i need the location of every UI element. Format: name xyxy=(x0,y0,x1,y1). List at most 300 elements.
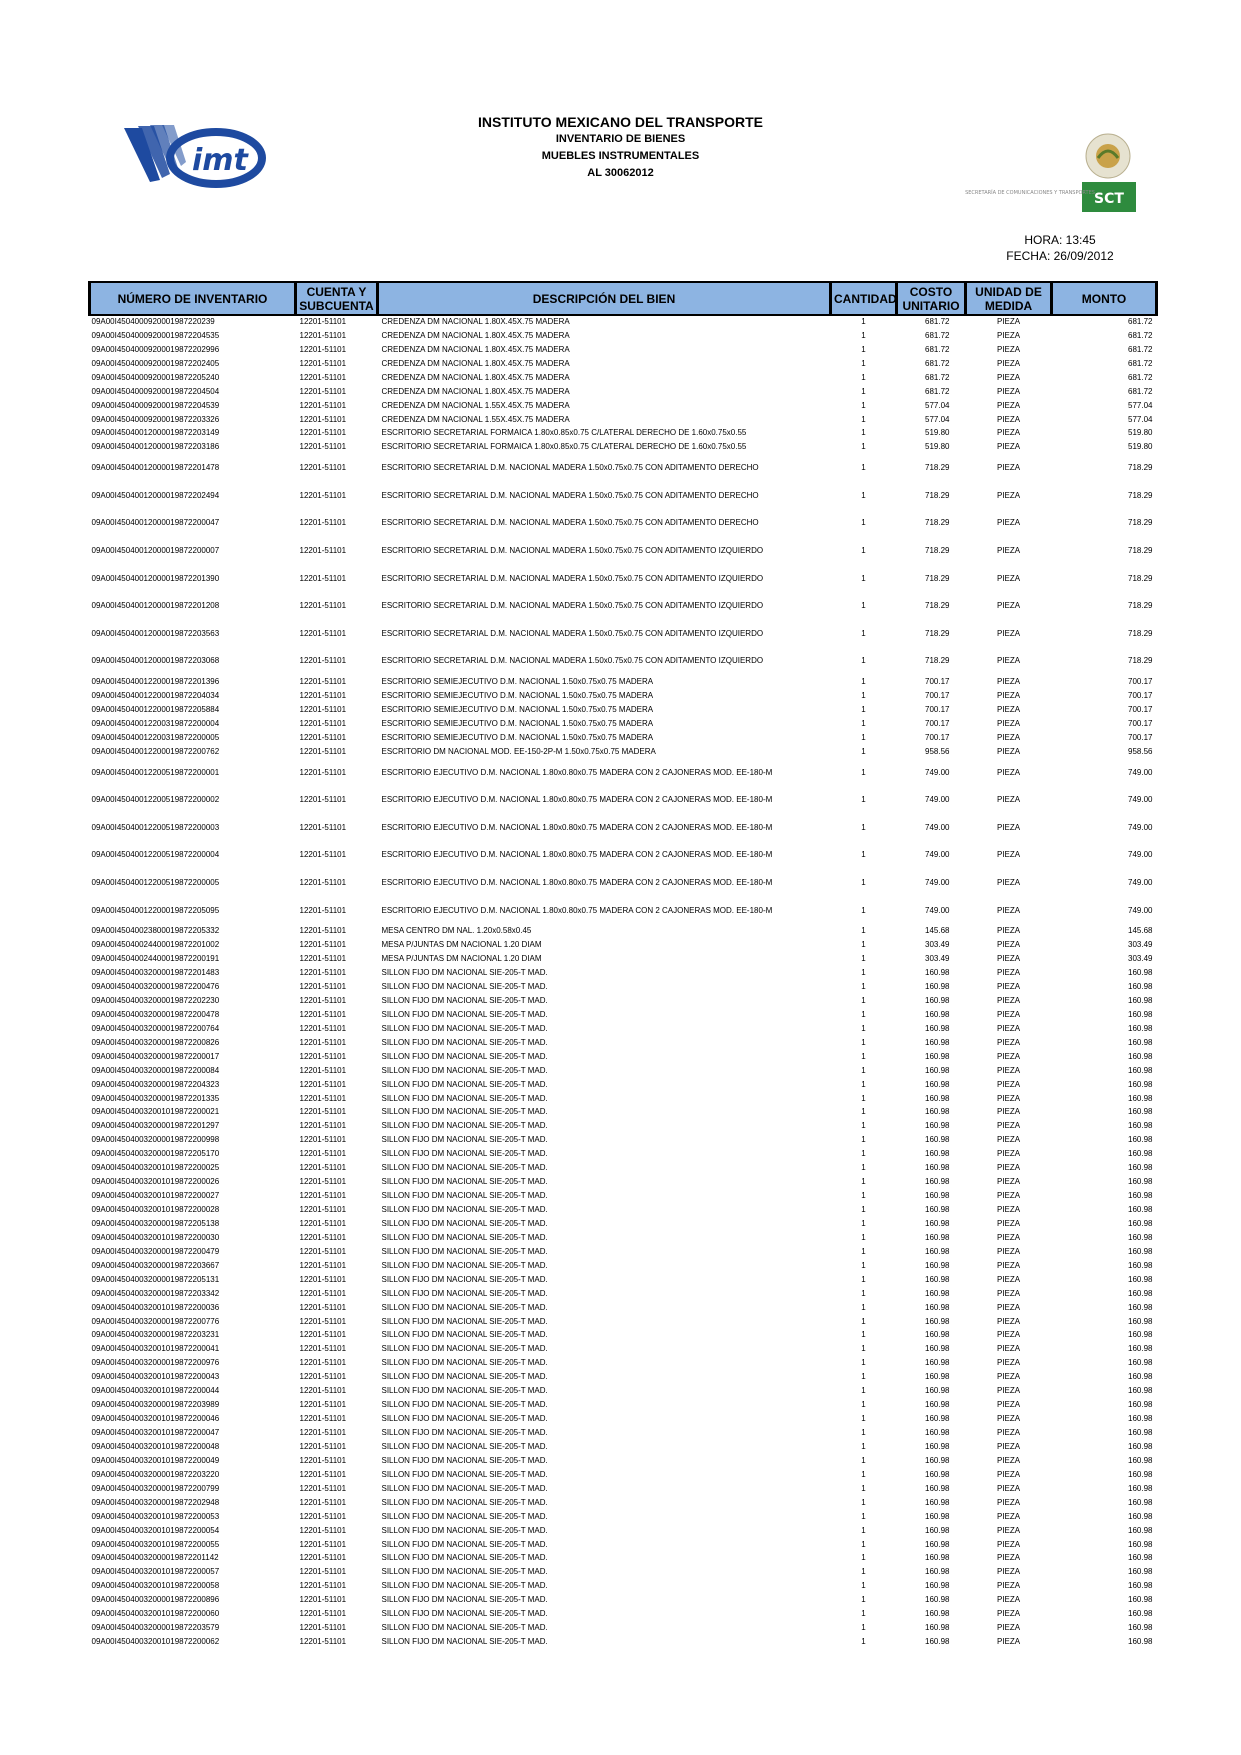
cell-costo: 160.98 xyxy=(925,1553,950,1563)
cell-inventario: 09A00I45040032000019872201142 xyxy=(91,1553,219,1563)
cell-cuenta: 12201-51101 xyxy=(299,386,347,396)
cell-unidad: PIEZA xyxy=(996,954,1021,964)
table-row xyxy=(90,329,1157,343)
cell-costo: 160.98 xyxy=(925,1302,950,1312)
cell-unidad: PIEZA xyxy=(996,926,1021,936)
table-row xyxy=(90,1203,1157,1217)
cell-descripcion: SILLON FIJO DM NACIONAL SIE-205-T MAD. xyxy=(381,1205,548,1215)
cell-monto: 718.29 xyxy=(1128,545,1153,555)
cell-inventario: 09A00I45040012200519872200004 xyxy=(91,850,220,860)
cell-cuenta: 12201-51101 xyxy=(299,1288,347,1298)
cell-monto: 718.29 xyxy=(1128,656,1153,666)
cell-descripcion: SILLON FIJO DM NACIONAL SIE-205-T MAD. xyxy=(381,995,548,1005)
table-row xyxy=(90,1050,1157,1064)
cell-costo: 160.98 xyxy=(925,1372,950,1382)
table-row xyxy=(90,1287,1157,1301)
cell-costo: 718.29 xyxy=(925,573,950,583)
cell-cantidad: 1 xyxy=(861,1372,866,1382)
cell-inventario: 09A00I45040009200019872205240 xyxy=(91,372,220,382)
table-row xyxy=(90,703,1157,717)
cell-costo: 749.00 xyxy=(925,905,950,915)
cell-cuenta: 12201-51101 xyxy=(299,490,347,500)
table-row xyxy=(90,1342,1157,1356)
cell-descripcion: SILLON FIJO DM NACIONAL SIE-205-T MAD. xyxy=(381,1177,548,1187)
table-row xyxy=(90,731,1157,745)
cell-cuenta: 12201-51101 xyxy=(299,1135,347,1145)
cell-cantidad: 1 xyxy=(861,1163,866,1173)
cell-inventario: 09A00I45040009200019872202996 xyxy=(91,344,220,354)
cell-unidad: PIEZA xyxy=(996,656,1021,666)
cell-cantidad: 1 xyxy=(861,330,866,340)
table-row xyxy=(90,1092,1157,1106)
cell-inventario: 09A00I45040009200019872202405 xyxy=(91,358,220,368)
table-row xyxy=(90,1231,1157,1245)
cell-costo: 718.29 xyxy=(925,545,950,555)
cell-cuenta: 12201-51101 xyxy=(299,1386,347,1396)
table-row xyxy=(90,689,1157,703)
cell-cantidad: 1 xyxy=(861,573,866,583)
cell-cuenta: 12201-51101 xyxy=(299,746,347,756)
cell-costo: 160.98 xyxy=(925,1330,950,1340)
cell-descripcion: SILLON FIJO DM NACIONAL SIE-205-T MAD. xyxy=(381,1637,548,1647)
cell-cantidad: 1 xyxy=(861,1205,866,1215)
cell-costo: 681.72 xyxy=(925,372,950,382)
table-row xyxy=(90,1133,1157,1147)
cell-unidad: PIEZA xyxy=(996,995,1021,1005)
cell-cantidad: 1 xyxy=(861,1553,866,1563)
cell-cantidad: 1 xyxy=(861,1316,866,1326)
cell-descripcion: SILLON FIJO DM NACIONAL SIE-205-T MAD. xyxy=(381,1553,548,1563)
cell-unidad: PIEZA xyxy=(996,1260,1021,1270)
cell-inventario: 09A00I45040012200019872204034 xyxy=(91,691,220,701)
cell-monto: 958.56 xyxy=(1128,746,1153,756)
cell-cuenta: 12201-51101 xyxy=(299,1330,347,1340)
cell-inventario: 09A00I45040032000019872205170 xyxy=(91,1149,220,1159)
cell-unidad: PIEZA xyxy=(996,1051,1021,1061)
cell-inventario: 09A00I45040032000019872204323 xyxy=(91,1079,220,1089)
cell-monto: 160.98 xyxy=(1128,1288,1153,1298)
table-row xyxy=(90,675,1157,689)
cell-cantidad: 1 xyxy=(861,1539,866,1549)
cell-costo: 160.98 xyxy=(925,1637,950,1647)
cell-costo: 160.98 xyxy=(925,1344,950,1354)
cell-inventario: 09A00I45040032001019872200060 xyxy=(91,1609,220,1619)
imt-logo-text: imt xyxy=(192,143,248,178)
cell-cuenta: 12201-51101 xyxy=(299,428,347,438)
cell-inventario: 09A00I45040012000019872203068 xyxy=(91,656,220,666)
cell-inventario: 09A00I45040032001019872200026 xyxy=(91,1177,220,1187)
cell-unidad: PIEZA xyxy=(996,1428,1021,1438)
cell-cantidad: 1 xyxy=(861,1595,866,1605)
cell-monto: 749.00 xyxy=(1128,795,1153,805)
cell-monto: 160.98 xyxy=(1128,1149,1153,1159)
cell-monto: 160.98 xyxy=(1128,1511,1153,1521)
institution-title: INSTITUTO MEXICANO DEL TRANSPORTE xyxy=(478,114,763,130)
cell-monto: 160.98 xyxy=(1128,1455,1153,1465)
cell-costo: 160.98 xyxy=(925,1483,950,1493)
cell-descripcion: ESCRITORIO EJECUTIVO D.M. NACIONAL 1.80x0.80x0.75 MADERA CON 2 CAJONERAS MOD. EE-180-M xyxy=(381,767,773,777)
cell-unidad: PIEZA xyxy=(996,718,1021,728)
table-row xyxy=(90,759,1157,787)
cell-cantidad: 1 xyxy=(861,344,866,354)
cell-cuenta: 12201-51101 xyxy=(299,1079,347,1089)
cell-cuenta: 12201-51101 xyxy=(299,1539,347,1549)
table-row xyxy=(90,385,1157,399)
cell-costo: 160.98 xyxy=(925,1051,950,1061)
table-row xyxy=(90,1064,1157,1078)
table-row xyxy=(90,1301,1157,1315)
cell-descripcion: ESCRITORIO SEMIEJECUTIVO D.M. NACIONAL 1.50x0.75x0.75 MADERA xyxy=(381,704,654,714)
cell-unidad: PIEZA xyxy=(996,1274,1021,1284)
table-row xyxy=(90,620,1157,648)
table-row xyxy=(90,1315,1157,1329)
sct-logo xyxy=(965,128,1140,214)
cell-descripcion: SILLON FIJO DM NACIONAL SIE-205-T MAD. xyxy=(381,1037,548,1047)
cell-cuenta: 12201-51101 xyxy=(299,1553,347,1563)
cell-descripcion: SILLON FIJO DM NACIONAL SIE-205-T MAD. xyxy=(381,1511,548,1521)
table-row xyxy=(90,565,1157,593)
cell-cantidad: 1 xyxy=(861,1191,866,1201)
table-row xyxy=(90,1510,1157,1524)
cell-cuenta: 12201-51101 xyxy=(299,1372,347,1382)
cell-monto: 160.98 xyxy=(1128,1218,1153,1228)
cell-cantidad: 1 xyxy=(861,545,866,555)
table-row xyxy=(90,1524,1157,1538)
cell-costo: 160.98 xyxy=(925,1232,950,1242)
cell-unidad: PIEZA xyxy=(996,1637,1021,1647)
cell-inventario: 09A00I45040032000019872201483 xyxy=(91,968,220,978)
cell-cantidad: 1 xyxy=(861,926,866,936)
cell-inventario: 09A00I45040009200019872204504 xyxy=(91,386,220,396)
cell-unidad: PIEZA xyxy=(996,732,1021,742)
cell-cuenta: 12201-51101 xyxy=(299,1023,347,1033)
cell-descripcion: SILLON FIJO DM NACIONAL SIE-205-T MAD. xyxy=(381,1218,548,1228)
cell-monto: 718.29 xyxy=(1128,601,1153,611)
cell-monto: 718.29 xyxy=(1128,490,1153,500)
cell-monto: 160.98 xyxy=(1128,1023,1153,1033)
col-header-inventario: NÚMERO DE INVENTARIO xyxy=(90,282,296,315)
table-row xyxy=(90,1552,1157,1566)
cell-costo: 718.29 xyxy=(925,518,950,528)
cell-monto: 160.98 xyxy=(1128,1539,1153,1549)
cell-costo: 160.98 xyxy=(925,1497,950,1507)
cell-costo: 160.98 xyxy=(925,1316,950,1326)
cell-descripcion: SILLON FIJO DM NACIONAL SIE-205-T MAD. xyxy=(381,982,548,992)
cell-costo: 303.49 xyxy=(925,954,950,964)
cell-inventario: 09A00I45040012200019872200762 xyxy=(91,746,220,756)
cell-costo: 160.98 xyxy=(925,1428,950,1438)
cell-cuenta: 12201-51101 xyxy=(299,1595,347,1605)
table-row xyxy=(90,897,1157,925)
cell-inventario: 09A00I45040024400019872201002 xyxy=(91,940,220,950)
cell-unidad: PIEZA xyxy=(996,1469,1021,1479)
col-header-unidad: UNIDAD DE MEDIDA xyxy=(966,282,1052,315)
cell-cantidad: 1 xyxy=(861,1623,866,1633)
cell-cuenta: 12201-51101 xyxy=(299,317,347,327)
cell-costo: 160.98 xyxy=(925,1441,950,1451)
cell-cuenta: 12201-51101 xyxy=(299,1581,347,1591)
cell-cuenta: 12201-51101 xyxy=(299,940,347,950)
cell-inventario: 09A00I45040032001019872200044 xyxy=(91,1386,220,1396)
cell-inventario: 09A00I45040012200519872200002 xyxy=(91,795,220,805)
cell-inventario: 09A00I45040032000019872203667 xyxy=(91,1260,220,1270)
cell-cuenta: 12201-51101 xyxy=(299,1093,347,1103)
cell-monto: 749.00 xyxy=(1128,822,1153,832)
table-row xyxy=(90,924,1157,938)
cell-cuenta: 12201-51101 xyxy=(299,1037,347,1047)
cell-inventario: 09A00I4504000920001987220239 xyxy=(91,317,215,327)
table-row xyxy=(90,1217,1157,1231)
cell-inventario: 09A00I45040032000019872201335 xyxy=(91,1093,220,1103)
table-row xyxy=(90,1147,1157,1161)
cell-descripcion: SILLON FIJO DM NACIONAL SIE-205-T MAD. xyxy=(381,1567,548,1577)
cell-cuenta: 12201-51101 xyxy=(299,905,347,915)
cell-unidad: PIEZA xyxy=(996,358,1021,368)
cell-cuenta: 12201-51101 xyxy=(299,732,347,742)
cell-unidad: PIEZA xyxy=(996,1372,1021,1382)
table-row xyxy=(90,1356,1157,1370)
cell-monto: 749.00 xyxy=(1128,850,1153,860)
cell-unidad: PIEZA xyxy=(996,677,1021,687)
cell-cantidad: 1 xyxy=(861,1023,866,1033)
cell-cuenta: 12201-51101 xyxy=(299,1107,347,1117)
cell-cuenta: 12201-51101 xyxy=(299,372,347,382)
cell-costo: 160.98 xyxy=(925,1567,950,1577)
cell-descripcion: SILLON FIJO DM NACIONAL SIE-205-T MAD. xyxy=(381,1441,548,1451)
cell-inventario: 09A00I45040032000019872200017 xyxy=(91,1051,220,1061)
cell-monto: 160.98 xyxy=(1128,1051,1153,1061)
table-row xyxy=(90,371,1157,385)
cell-descripcion: SILLON FIJO DM NACIONAL SIE-205-T MAD. xyxy=(381,1344,548,1354)
cell-monto: 519.80 xyxy=(1128,442,1153,452)
cell-monto: 160.98 xyxy=(1128,1469,1153,1479)
cell-inventario: 09A00I45040032000019872200476 xyxy=(91,982,220,992)
cell-monto: 160.98 xyxy=(1128,1483,1153,1493)
cell-cantidad: 1 xyxy=(861,1009,866,1019)
cell-inventario: 09A00I45040032001019872200055 xyxy=(91,1539,220,1549)
table-row xyxy=(90,440,1157,454)
cell-inventario: 09A00I45040012200019872201396 xyxy=(91,677,220,687)
cell-inventario: 09A00I45040032001019872200053 xyxy=(91,1511,220,1521)
cell-cantidad: 1 xyxy=(861,795,866,805)
cell-costo: 160.98 xyxy=(925,1079,950,1089)
cell-cantidad: 1 xyxy=(861,1400,866,1410)
cell-costo: 700.17 xyxy=(925,732,950,742)
cell-costo: 577.04 xyxy=(925,400,950,410)
table-row xyxy=(90,994,1157,1008)
cell-costo: 160.98 xyxy=(925,1093,950,1103)
cell-unidad: PIEZA xyxy=(996,1483,1021,1493)
cell-descripcion: SILLON FIJO DM NACIONAL SIE-205-T MAD. xyxy=(381,1051,548,1061)
cell-unidad: PIEZA xyxy=(996,1595,1021,1605)
cell-cuenta: 12201-51101 xyxy=(299,358,347,368)
cell-descripcion: ESCRITORIO SEMIEJECUTIVO D.M. NACIONAL 1.50x0.75x0.75 MADERA xyxy=(381,677,654,687)
cell-inventario: 09A00I45040012000019872203563 xyxy=(91,628,220,638)
cell-costo: 160.98 xyxy=(925,1274,950,1284)
cell-descripcion: ESCRITORIO SECRETARIAL D.M. NACIONAL MADERA 1.50x0.75x0.75 CON ADITAMENTO DERECHO xyxy=(381,490,759,500)
cell-costo: 160.98 xyxy=(925,1386,950,1396)
table-row xyxy=(90,343,1157,357)
cell-monto: 718.29 xyxy=(1128,628,1153,638)
table-row xyxy=(90,1119,1157,1133)
cell-unidad: PIEZA xyxy=(996,1414,1021,1424)
table-row xyxy=(90,648,1157,676)
cell-cantidad: 1 xyxy=(861,968,866,978)
cell-descripcion: ESCRITORIO EJECUTIVO D.M. NACIONAL 1.80x0.80x0.75 MADERA CON 2 CAJONERAS MOD. EE-180-M xyxy=(381,905,773,915)
cell-costo: 718.29 xyxy=(925,463,950,473)
col-header-cuenta: CUENTA Y SUBCUENTA xyxy=(296,282,378,315)
cell-inventario: 09A00I45040032000019872201297 xyxy=(91,1121,220,1131)
cell-descripcion: SILLON FIJO DM NACIONAL SIE-205-T MAD. xyxy=(381,1107,548,1117)
cell-cuenta: 12201-51101 xyxy=(299,1121,347,1131)
cell-inventario: 09A00I45040032001019872200046 xyxy=(91,1414,220,1424)
cell-descripcion: ESCRITORIO SEMIEJECUTIVO D.M. NACIONAL 1.50x0.75x0.75 MADERA xyxy=(381,732,654,742)
table-row xyxy=(90,1329,1157,1343)
cell-monto: 160.98 xyxy=(1128,1637,1153,1647)
cell-descripcion: ESCRITORIO SECRETARIAL D.M. NACIONAL MADERA 1.50x0.75x0.75 CON ADITAMENTO IZQUIERDO xyxy=(381,573,764,583)
cell-cuenta: 12201-51101 xyxy=(299,1191,347,1201)
cell-cantidad: 1 xyxy=(861,1121,866,1131)
cell-unidad: PIEZA xyxy=(996,968,1021,978)
cell-inventario: 09A00I45040012200519872200005 xyxy=(91,877,220,887)
cell-monto: 160.98 xyxy=(1128,1567,1153,1577)
cell-descripcion: SILLON FIJO DM NACIONAL SIE-205-T MAD. xyxy=(381,1149,548,1159)
cell-monto: 303.49 xyxy=(1128,940,1153,950)
cell-cantidad: 1 xyxy=(861,358,866,368)
cell-unidad: PIEZA xyxy=(996,1302,1021,1312)
cell-cuenta: 12201-51101 xyxy=(299,518,347,528)
cell-cuenta: 12201-51101 xyxy=(299,414,347,424)
cell-unidad: PIEZA xyxy=(996,1065,1021,1075)
cell-cantidad: 1 xyxy=(861,1274,866,1284)
cell-unidad: PIEZA xyxy=(996,1581,1021,1591)
cell-cantidad: 1 xyxy=(861,463,866,473)
cell-cuenta: 12201-51101 xyxy=(299,1260,347,1270)
cell-monto: 160.98 xyxy=(1128,982,1153,992)
cell-descripcion: SILLON FIJO DM NACIONAL SIE-205-T MAD. xyxy=(381,968,548,978)
cell-unidad: PIEZA xyxy=(996,1009,1021,1019)
cell-inventario: 09A00I45040032001019872200041 xyxy=(91,1344,220,1354)
cell-unidad: PIEZA xyxy=(996,940,1021,950)
table-row xyxy=(90,1496,1157,1510)
cell-inventario: 09A00I45040032000019872202230 xyxy=(91,995,220,1005)
cell-costo: 160.98 xyxy=(925,1191,950,1201)
cell-cuenta: 12201-51101 xyxy=(299,1609,347,1619)
cell-inventario: 09A00I45040012200019872205095 xyxy=(91,905,220,915)
cell-monto: 303.49 xyxy=(1128,954,1153,964)
cell-inventario: 09A00I45040012000019872201390 xyxy=(91,573,220,583)
cell-costo: 749.00 xyxy=(925,767,950,777)
table-row xyxy=(90,1565,1157,1579)
cell-unidad: PIEZA xyxy=(996,1567,1021,1577)
cell-cantidad: 1 xyxy=(861,1469,866,1479)
cell-cantidad: 1 xyxy=(861,1079,866,1089)
cell-cantidad: 1 xyxy=(861,1637,866,1647)
cell-costo: 160.98 xyxy=(925,1511,950,1521)
cell-monto: 718.29 xyxy=(1128,463,1153,473)
cell-unidad: PIEZA xyxy=(996,1177,1021,1187)
cell-unidad: PIEZA xyxy=(996,1358,1021,1368)
cell-cuenta: 12201-51101 xyxy=(299,1274,347,1284)
cell-cantidad: 1 xyxy=(861,1135,866,1145)
table-row xyxy=(90,1635,1157,1649)
cell-costo: 749.00 xyxy=(925,877,950,887)
cell-cantidad: 1 xyxy=(861,746,866,756)
cell-cuenta: 12201-51101 xyxy=(299,573,347,583)
print-date: FECHA: 26/09/2012 xyxy=(1006,249,1114,263)
cell-cuenta: 12201-51101 xyxy=(299,1205,347,1215)
cell-cuenta: 12201-51101 xyxy=(299,1246,347,1256)
print-meta xyxy=(1000,232,1120,264)
cell-cuenta: 12201-51101 xyxy=(299,1302,347,1312)
table-row xyxy=(90,454,1157,482)
cell-unidad: PIEZA xyxy=(996,691,1021,701)
cell-cuenta: 12201-51101 xyxy=(299,1469,347,1479)
table-row xyxy=(90,1426,1157,1440)
cell-cuenta: 12201-51101 xyxy=(299,545,347,555)
cell-costo: 160.98 xyxy=(925,1260,950,1270)
cell-inventario: 09A00I45040032000019872200826 xyxy=(91,1037,220,1047)
cell-descripcion: SILLON FIJO DM NACIONAL SIE-205-T MAD. xyxy=(381,1163,548,1173)
cell-monto: 160.98 xyxy=(1128,1553,1153,1563)
cell-cuenta: 12201-51101 xyxy=(299,850,347,860)
cell-cuenta: 12201-51101 xyxy=(299,704,347,714)
cell-cuenta: 12201-51101 xyxy=(299,982,347,992)
cell-inventario: 09A00I45040012200519872200003 xyxy=(91,822,220,832)
table-row xyxy=(90,938,1157,952)
cell-descripcion: CREDENZA DM NACIONAL 1.55X.45X.75 MADERA xyxy=(381,414,570,424)
table-row xyxy=(90,1022,1157,1036)
sct-caption: SECRETARÍA DE COMUNICACIONES Y TRANSPORTES xyxy=(965,190,1095,196)
cell-cuenta: 12201-51101 xyxy=(299,877,347,887)
cell-unidad: PIEZA xyxy=(996,1288,1021,1298)
sct-badge-text: SCT xyxy=(1094,191,1124,207)
cell-cuenta: 12201-51101 xyxy=(299,1637,347,1647)
cell-cantidad: 1 xyxy=(861,1428,866,1438)
table-row xyxy=(90,1245,1157,1259)
cell-unidad: PIEZA xyxy=(996,1553,1021,1563)
cell-unidad: PIEZA xyxy=(996,330,1021,340)
cell-unidad: PIEZA xyxy=(996,905,1021,915)
cell-inventario: 09A00I45040032000019872203579 xyxy=(91,1623,220,1633)
cell-monto: 160.98 xyxy=(1128,1400,1153,1410)
cell-cantidad: 1 xyxy=(861,877,866,887)
cell-descripcion: SILLON FIJO DM NACIONAL SIE-205-T MAD. xyxy=(381,1302,548,1312)
cell-inventario: 09A00I45040012200019872205884 xyxy=(91,704,220,714)
cell-descripcion: CREDENZA DM NACIONAL 1.80X.45X.75 MADERA xyxy=(381,344,570,354)
cell-cuenta: 12201-51101 xyxy=(299,1623,347,1633)
cell-unidad: PIEZA xyxy=(996,1539,1021,1549)
cell-monto: 160.98 xyxy=(1128,1330,1153,1340)
cell-cantidad: 1 xyxy=(861,1260,866,1270)
table-row xyxy=(90,1579,1157,1593)
cell-monto: 160.98 xyxy=(1128,1163,1153,1173)
cell-costo: 700.17 xyxy=(925,718,950,728)
table-row xyxy=(90,869,1157,897)
cell-descripcion: ESCRITORIO SEMIEJECUTIVO D.M. NACIONAL 1.50x0.75x0.75 MADERA xyxy=(381,691,654,701)
cell-cuenta: 12201-51101 xyxy=(299,1316,347,1326)
cell-monto: 749.00 xyxy=(1128,767,1153,777)
table-row xyxy=(90,413,1157,427)
cell-monto: 160.98 xyxy=(1128,1093,1153,1103)
cell-cantidad: 1 xyxy=(861,905,866,915)
cell-cantidad: 1 xyxy=(861,1455,866,1465)
cell-unidad: PIEZA xyxy=(996,1093,1021,1103)
cell-costo: 160.98 xyxy=(925,1218,950,1228)
cell-costo: 160.98 xyxy=(925,1288,950,1298)
cell-cuenta: 12201-51101 xyxy=(299,442,347,452)
table-row xyxy=(90,980,1157,994)
